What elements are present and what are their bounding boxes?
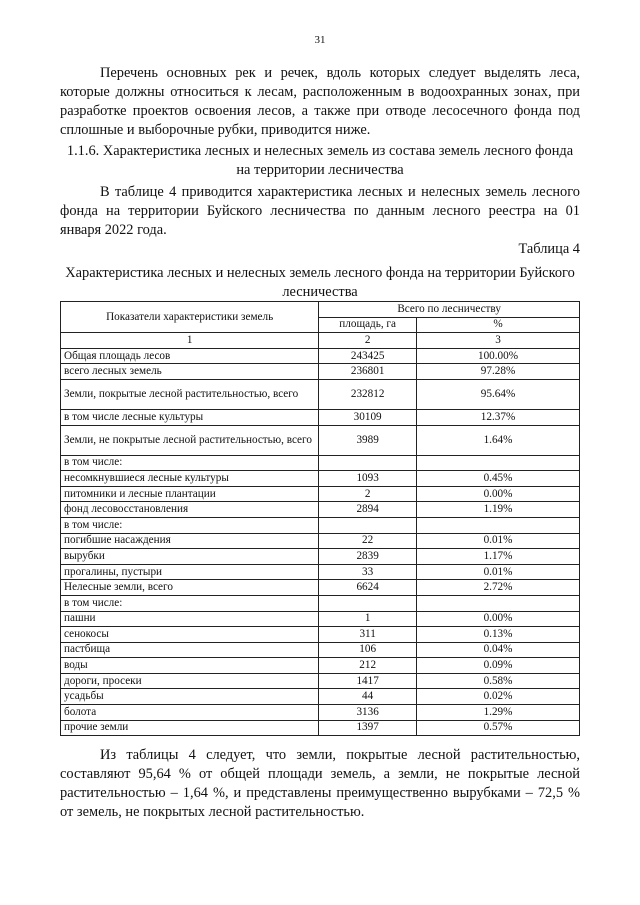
row-area	[319, 595, 417, 611]
row-label: Нелесные земли, всего	[61, 580, 319, 596]
row-area: 1093	[319, 471, 417, 487]
row-area: 243425	[319, 348, 417, 364]
table-row	[61, 549, 580, 565]
row-label: прочие земли	[61, 720, 319, 736]
row-percent: 97.28%	[417, 364, 580, 380]
table-row	[61, 689, 580, 705]
row-label: Земли, не покрытые лесной растительностью, всего	[61, 425, 319, 455]
page-number: 31	[314, 34, 326, 46]
row-percent: 0.00%	[417, 486, 580, 502]
table-row	[61, 502, 580, 518]
table-row	[61, 705, 580, 721]
row-label: в том числе:	[61, 517, 319, 533]
row-area: 2839	[319, 549, 417, 565]
row-percent: 0.58%	[417, 673, 580, 689]
row-area: 33	[319, 564, 417, 580]
row-percent: 0.13%	[417, 627, 580, 643]
table-row	[61, 348, 580, 364]
table-row	[61, 595, 580, 611]
row-label: питомники и лесные плантации	[61, 486, 319, 502]
row-area: 212	[319, 658, 417, 674]
row-label: сенокосы	[61, 627, 319, 643]
table-row	[61, 455, 580, 471]
row-label: в том числе:	[61, 455, 319, 471]
row-percent: 1.64%	[417, 425, 580, 455]
row-percent: 1.17%	[417, 549, 580, 565]
table-row	[61, 642, 580, 658]
table-row	[61, 580, 580, 596]
table-row	[61, 409, 580, 425]
row-area: 106	[319, 642, 417, 658]
row-percent	[417, 595, 580, 611]
row-area	[319, 455, 417, 471]
row-label: пастбища	[61, 642, 319, 658]
row-label: Общая площадь лесов	[61, 348, 319, 364]
header-percent: %	[417, 317, 580, 333]
row-label: в том числе:	[61, 595, 319, 611]
row-percent	[417, 517, 580, 533]
row-label: усадьбы	[61, 689, 319, 705]
row-area: 232812	[319, 379, 417, 409]
table-row	[61, 720, 580, 736]
row-percent: 0.02%	[417, 689, 580, 705]
row-percent: 0.01%	[417, 564, 580, 580]
row-area: 1	[319, 611, 417, 627]
row-area	[319, 517, 417, 533]
table-caption: Таблица 4	[518, 241, 580, 257]
table-row	[61, 364, 580, 380]
row-label: Земли, покрытые лесной растительностью, всего	[61, 379, 319, 409]
table-row	[61, 658, 580, 674]
row-area: 44	[319, 689, 417, 705]
row-area: 2	[319, 486, 417, 502]
row-percent: 0.00%	[417, 611, 580, 627]
header-area: площадь, га	[319, 317, 417, 333]
table-row	[61, 517, 580, 533]
row-area: 311	[319, 627, 417, 643]
row-percent: 2.72%	[417, 580, 580, 596]
row-area: 2894	[319, 502, 417, 518]
header-indicator: Показатели характеристики земель	[61, 302, 319, 333]
row-label: дороги, просеки	[61, 673, 319, 689]
col-number-3: 3	[417, 333, 580, 349]
table-title: Характеристика лесных и нелесных земель лесного фонда на территории Буйского лесничества	[65, 265, 575, 300]
table-row	[61, 471, 580, 487]
row-label: несомкнувшиеся лесные культуры	[61, 471, 319, 487]
row-percent: 95.64%	[417, 379, 580, 409]
row-percent: 12.37%	[417, 409, 580, 425]
row-percent: 0.45%	[417, 471, 580, 487]
row-area: 236801	[319, 364, 417, 380]
row-area: 1417	[319, 673, 417, 689]
row-percent: 0.57%	[417, 720, 580, 736]
table-row	[61, 611, 580, 627]
row-percent	[417, 455, 580, 471]
row-label: прогалины, пустыри	[61, 564, 319, 580]
land-characteristics-table	[60, 301, 580, 736]
row-area: 3989	[319, 425, 417, 455]
row-label: фонд лесовосстановления	[61, 502, 319, 518]
row-area: 3136	[319, 705, 417, 721]
row-area: 6624	[319, 580, 417, 596]
conclusion-paragraph: Из таблицы 4 следует, что земли, покрытые лесной растительностью, составляют 95,64 % от общей площади земель, а земли, не покрытые лесной растительностью – 1,64 %, и представлены преимущественно вырубками – 72,5 % от земель, не покрытых лесной растительностью.	[60, 747, 580, 820]
table-row	[61, 379, 580, 409]
row-label: болота	[61, 705, 319, 721]
row-area: 30109	[319, 409, 417, 425]
row-label: воды	[61, 658, 319, 674]
col-number-2: 2	[319, 333, 417, 349]
row-percent: 0.09%	[417, 658, 580, 674]
row-percent: 0.01%	[417, 533, 580, 549]
row-percent: 100.00%	[417, 348, 580, 364]
table-row	[61, 627, 580, 643]
table-row	[61, 425, 580, 455]
table-body	[61, 348, 580, 735]
row-area: 1397	[319, 720, 417, 736]
table-row	[61, 673, 580, 689]
table-row	[61, 533, 580, 549]
table-row	[61, 564, 580, 580]
col-number-1: 1	[61, 333, 319, 349]
row-percent: 1.19%	[417, 502, 580, 518]
row-percent: 0.04%	[417, 642, 580, 658]
row-label: погибшие насаждения	[61, 533, 319, 549]
row-label: в том числе лесные культуры	[61, 409, 319, 425]
row-label: вырубки	[61, 549, 319, 565]
header-group: Всего по лесничеству	[319, 302, 580, 318]
table-intro-paragraph: В таблице 4 приводится характеристика лесных и нелесных земель лесного фонда на территории Буйского лесничества по данным лесного реестра на 01 января 2022 года.	[60, 184, 580, 238]
row-percent: 1.29%	[417, 705, 580, 721]
table-row	[61, 486, 580, 502]
row-area: 22	[319, 533, 417, 549]
section-heading: 1.1.6. Характеристика лесных и нелесных земель из состава земель лесного фонда на территории лесничества	[66, 143, 574, 178]
row-label: всего лесных земель	[61, 364, 319, 380]
row-label: пашни	[61, 611, 319, 627]
intro-paragraph: Перечень основных рек и речек, вдоль которых следует выделять леса, которые должны относиться к лесам, расположенным в водоохранных зонах, при разработке проектов освоения лесов, а также при отводе лесосечного фонда под сплошные и выборочные рубки, приводится ниже.	[60, 65, 580, 138]
